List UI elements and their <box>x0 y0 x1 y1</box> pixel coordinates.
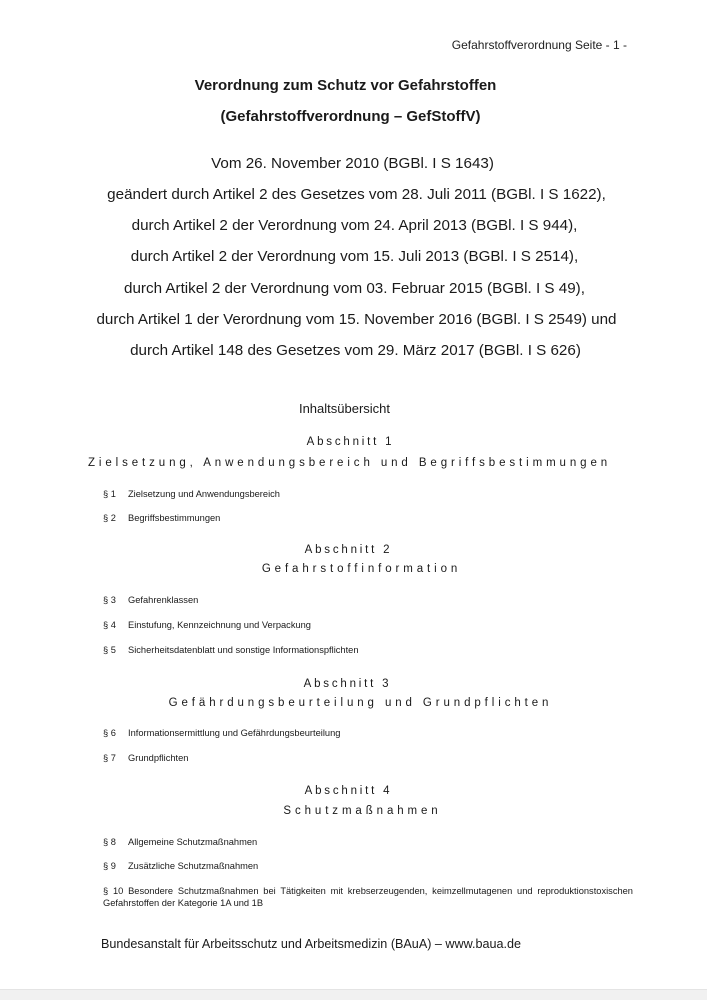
section-label: Abschnitt 2 <box>304 544 393 556</box>
entry-text: Begriffsbestimmungen <box>128 513 221 523</box>
document-subtitle: (Gefahrstoffverordnung – GefStoffV) <box>220 108 481 125</box>
paragraph-number: § 6 <box>103 728 116 738</box>
entry-text: Sicherheitsdatenblatt und sonstige Informationspflichten <box>128 645 359 655</box>
paragraph-number: § 4 <box>103 620 116 630</box>
paragraph-number: § 10 <box>103 886 124 896</box>
toc-entry[interactable] <box>103 512 633 524</box>
entry-text: Allgemeine Schutzmaßnahmen <box>128 837 258 847</box>
toc-entry[interactable] <box>103 488 633 500</box>
paragraph-number: § 8 <box>103 837 116 847</box>
toc-entry[interactable] <box>103 860 633 872</box>
toc-entry[interactable] <box>103 727 633 739</box>
paragraph-number: § 2 <box>103 513 116 523</box>
entry-text: Informationsermittlung und Gefährdungsbeurteilung <box>128 728 341 738</box>
paragraph-number: § 3 <box>103 595 116 605</box>
toc-entry[interactable] <box>103 594 633 606</box>
entry-text: Besondere Schutzmaßnahmen bei Tätigkeiten mit krebserzeugenden, keimzellmutagenen und reproduktionstoxischen Gefahrstoffen der Kategorie 1A und 1B <box>103 886 633 908</box>
document-title: Verordnung zum Schutz vor Gefahrstoffen <box>194 77 497 94</box>
section-title: Gefahrstoffinformation <box>261 563 462 575</box>
paragraph-number: § 7 <box>103 753 116 763</box>
section-title: Schutzmaßnahmen <box>283 805 442 817</box>
page-header: Gefahrstoffverordnung Seite - 1 - <box>451 38 627 52</box>
entry-text: Zielsetzung und Anwendungsbereich <box>128 489 280 499</box>
toc-entry[interactable] <box>103 644 633 656</box>
history-line: geändert durch Artikel 2 des Gesetzes vom 28. Juli 2011 (BGBl. I S 1622), <box>107 186 606 203</box>
paragraph-number: § 9 <box>103 861 116 871</box>
history-line: durch Artikel 1 der Verordnung vom 15. November 2016 (BGBl. I S 2549) und <box>96 311 617 328</box>
section-title: Gefährdungsbeurteilung und Grundpflichten <box>168 697 553 709</box>
entry-text: Grundpflichten <box>128 753 189 763</box>
toc-entry[interactable] <box>103 752 633 764</box>
section-label: Abschnitt 4 <box>304 785 393 797</box>
entry-text: Zusätzliche Schutzmaßnahmen <box>128 861 259 871</box>
section-label: Abschnitt 1 <box>306 436 395 448</box>
history-line: durch Artikel 2 der Verordnung vom 24. April 2013 (BGBl. I S 944), <box>131 217 578 234</box>
scan-edge <box>0 989 707 1000</box>
toc-entry[interactable] <box>103 885 633 909</box>
toc-entry[interactable] <box>103 836 633 848</box>
entry-text: Gefahrenklassen <box>128 595 199 605</box>
toc-entry[interactable] <box>103 619 633 631</box>
history-line: durch Artikel 2 der Verordnung vom 15. Juli 2013 (BGBl. I S 2514), <box>130 248 579 265</box>
history-line: durch Artikel 148 des Gesetzes vom 29. März 2017 (BGBl. I S 626) <box>130 342 581 359</box>
toc-heading: Inhaltsübersicht <box>298 401 391 416</box>
history-line: Vom 26. November 2010 (BGBl. I S 1643) <box>211 155 494 172</box>
paragraph-number: § 1 <box>103 489 116 499</box>
entry-text: Einstufung, Kennzeichnung und Verpackung <box>128 620 311 630</box>
section-label: Abschnitt 3 <box>303 678 392 690</box>
paragraph-number: § 5 <box>103 645 116 655</box>
page-footer: Bundesanstalt für Arbeitsschutz und Arbeitsmedizin (BAuA) – www.baua.de <box>101 937 522 951</box>
history-line: durch Artikel 2 der Verordnung vom 03. Februar 2015 (BGBl. I S 49), <box>124 280 585 297</box>
section-title: Zielsetzung, Anwendungsbereich und Begriffsbestimmungen <box>87 457 612 469</box>
